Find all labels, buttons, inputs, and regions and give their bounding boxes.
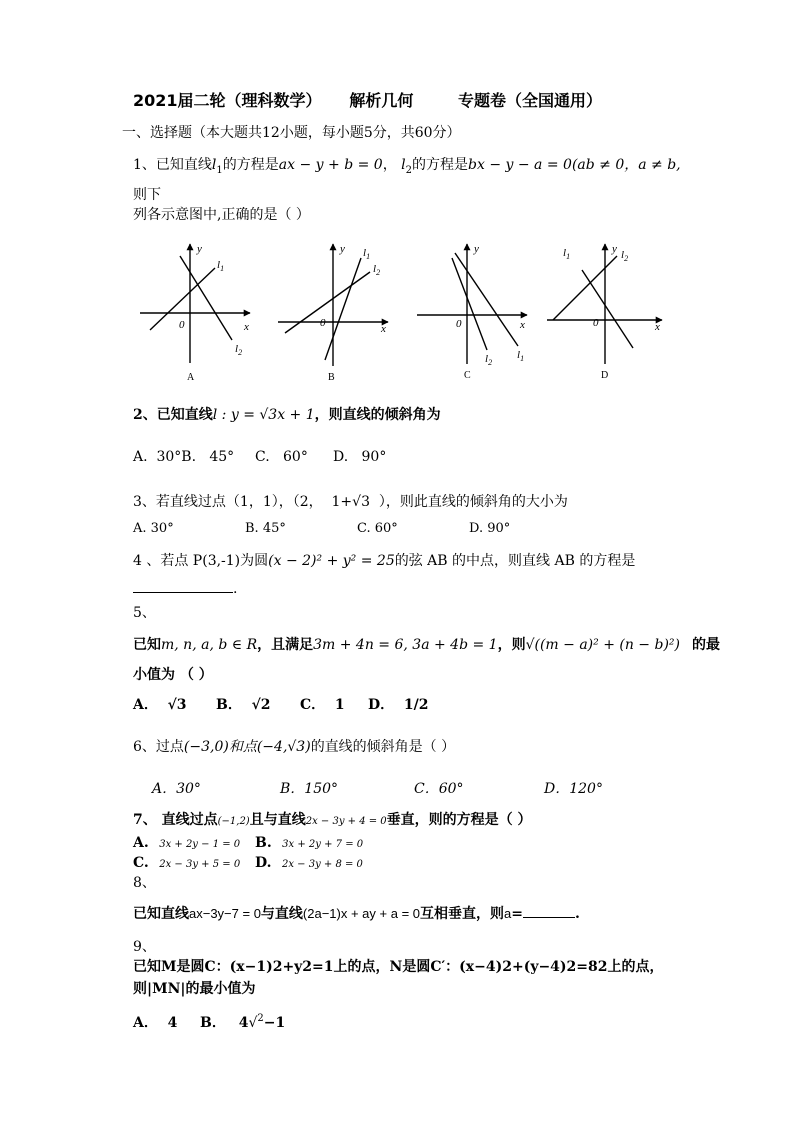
- q5-text-b: ，且满足: [257, 637, 314, 653]
- figB-origin: 0: [320, 317, 326, 329]
- q8-answer-blank: [523, 917, 575, 918]
- q6-option-a: A．30°: [152, 781, 201, 797]
- question-6-stem: [133, 738, 455, 756]
- figC-l2-sub: 2: [488, 358, 493, 367]
- q6-option-d: D．120°: [544, 781, 603, 797]
- q7-text-c: 垂直，则的方程是（ ）: [386, 812, 532, 828]
- question-5-stem: [133, 636, 720, 654]
- q6-option-b: B．150°: [280, 781, 339, 797]
- question-8-number: 8、: [133, 875, 156, 891]
- figC-x-label: x: [520, 319, 525, 331]
- q7-option-a: [133, 834, 240, 854]
- question-8-stem: [133, 905, 580, 923]
- q5-text-d: 的最: [692, 637, 720, 653]
- figC-y-label: y: [474, 243, 479, 255]
- q9-option-b-coef: 4: [238, 1015, 249, 1031]
- figA-line-l2: [180, 256, 232, 340]
- figD-l1-l: l: [563, 247, 567, 259]
- q1-figures: [135, 238, 675, 386]
- figD-l2-l: l: [621, 249, 625, 261]
- figD-l2-sub: 2: [624, 254, 629, 263]
- q7-text-a: 7、 直线过点: [133, 812, 218, 828]
- figD-caption: D: [601, 370, 609, 381]
- q4-answer-blank: .: [133, 580, 237, 598]
- figB-line-l1: [325, 258, 361, 360]
- q7-option-d-label: D.: [255, 855, 272, 871]
- q5-expr: √((m − a)² + (n − b)²): [525, 637, 680, 653]
- figA-l1-label: [217, 259, 224, 273]
- q6-text-b: 的直线的倾斜角是（ ）: [310, 739, 456, 755]
- q7-option-c-label: C.: [133, 855, 149, 871]
- q7-option-b-eq: 3x + 2y + 7 = 0: [282, 839, 364, 850]
- q9-option-b-rest: −1: [263, 1015, 286, 1031]
- figB-l2-l: l: [373, 263, 377, 275]
- figA-origin: 0: [179, 319, 185, 331]
- question-1-line3: 列各示意图中,正确的是（ ）: [133, 207, 310, 223]
- q9-option-b-root: 2: [257, 1013, 264, 1024]
- q1-cond: (ab ≠ 0，a ≠ b,: [571, 157, 681, 173]
- figC-l1-sub: 1: [520, 354, 525, 363]
- q7-option-b-label: B.: [255, 835, 272, 851]
- q8-eq2: (2a−1)x + ay + a = 0: [302, 906, 420, 921]
- q6-option-c: C．60°: [414, 781, 464, 797]
- figB-l1-label: [363, 247, 370, 261]
- section-header: 一、选择题（本大题共12小题，每小题5分，共60分）: [122, 125, 461, 141]
- q3-option-b: B. 45°: [245, 521, 286, 536]
- figC-l2-l: l: [485, 353, 489, 365]
- q7-option-c: [133, 854, 240, 874]
- q5-option-b: B． √2: [216, 697, 271, 713]
- q7-option-b: [255, 834, 363, 854]
- figC-caption: C: [464, 370, 471, 381]
- q7-eq: 2x − 3y + 4 = 0: [305, 816, 387, 827]
- q5-eqs: 3m + 4n = 6, 3a + 4b = 1: [313, 637, 498, 653]
- q6-points: (−3,0)和点(−4,√3): [183, 739, 311, 755]
- q1-l2-sub: 2: [405, 164, 413, 176]
- q4-eq: (x − 2)² + y² = 25: [268, 553, 395, 569]
- q9-option-b-label: B．: [200, 1015, 226, 1031]
- q5-option-d: D． 1/2: [368, 697, 429, 713]
- q8-text-d: =: [511, 906, 523, 922]
- q4-text-a: 4 、若点 P(3,-1)为圆: [133, 553, 269, 569]
- figA-l2-label: [235, 343, 242, 357]
- figD-y-label: y: [612, 243, 617, 255]
- q8-text-b: 与直线: [260, 906, 303, 922]
- question-3-stem: 3、若直线过点（1，1），（2， 1+√3 ），则此直线的倾斜角的大小为: [133, 494, 568, 510]
- q3-option-d: D. 90°: [469, 521, 511, 536]
- q3-option-a: A. 30°: [133, 521, 174, 536]
- figD-origin: 0: [593, 317, 599, 329]
- q1-l2: l: [401, 157, 406, 173]
- q9-option-b: B． 4√$^2$−1: [200, 1013, 286, 1031]
- q2-text-b: ，则直线的倾斜角为: [314, 407, 441, 423]
- q1-text-a: 1、已知直线: [133, 157, 212, 173]
- q7-point: (−1,2): [217, 816, 250, 827]
- q2-option-c: C. 60°: [255, 449, 308, 465]
- figB-l1-sub: 1: [366, 252, 371, 261]
- figA-l2-l: l: [235, 343, 239, 355]
- figA-l2-sub: 2: [238, 348, 243, 357]
- figB-l2-label: [373, 263, 380, 277]
- q9-option-a: A． 4: [133, 1015, 178, 1031]
- q1-eq1: ax − y + b = 0: [278, 157, 383, 173]
- q1-l1-sub: 1: [216, 164, 223, 176]
- q7-text-b: 且与直线: [249, 812, 306, 828]
- q8-var: a: [504, 906, 512, 921]
- q4-text-b: 的弦 AB 的中点，则直线 AB 的方程是: [394, 553, 636, 569]
- figC-line-l1: [455, 253, 518, 346]
- figD-l1-sub: 1: [566, 252, 571, 261]
- figC-line-l2: [452, 258, 487, 350]
- q6-text-a: 6、过点: [133, 739, 184, 755]
- question-7-stem: [133, 811, 532, 831]
- question-9-number: 9、: [133, 939, 156, 955]
- figB-x-label: x: [381, 323, 386, 335]
- figD-line-l2: [553, 256, 617, 320]
- q7-option-d-eq: 2x − 3y + 8 = 0: [281, 859, 363, 870]
- q8-end: .: [574, 906, 580, 922]
- q7-option-a-label: A.: [133, 835, 149, 851]
- figB-line-l2: [285, 272, 370, 333]
- q5-option-a: A． √3: [133, 697, 187, 713]
- q2-option-a: A. 30°B. 45°: [133, 449, 235, 465]
- figC-l2-label: [485, 353, 492, 367]
- question-5-number: 5、: [133, 605, 156, 621]
- q5-text-c: ，则: [497, 637, 526, 653]
- q2-text-a: 2、已知直线: [133, 407, 213, 423]
- figB-caption: B: [328, 372, 335, 383]
- figC-l1-l: l: [517, 349, 521, 361]
- figC-l1-label: [517, 349, 524, 363]
- q2-option-d: D. 90°: [333, 449, 387, 465]
- question-9-line2: 则|MN|的最小值为: [133, 981, 256, 997]
- question-4-stem: [133, 552, 635, 570]
- q1-text-b: 的方程是: [222, 157, 279, 173]
- q3-option-c: C. 60°: [357, 521, 398, 536]
- q7-option-a-eq: 3x + 2y − 1 = 0: [159, 839, 241, 850]
- question-5-line2: 小值为 （ ）: [133, 667, 213, 683]
- q2-eq: l : y = √3x + 1: [212, 407, 315, 423]
- q7-option-c-eq: 2x − 3y + 5 = 0: [159, 859, 241, 870]
- figB-l1-l: l: [363, 247, 367, 259]
- question-1-line2: 则下: [133, 187, 161, 203]
- figB-y-label: y: [340, 243, 345, 255]
- figA-x-label: x: [244, 321, 249, 333]
- question-1-stem: [133, 156, 681, 180]
- q5-text-a: 已知: [133, 637, 161, 653]
- q5-cond: m, n, a, b ∈ R: [161, 637, 258, 653]
- q1-eq2: bx − y − a = 0: [468, 157, 572, 173]
- q7-option-d: [255, 854, 363, 874]
- figC-origin: 0: [456, 318, 462, 330]
- figD-l1-label: [563, 247, 570, 261]
- figB-l2-sub: 2: [376, 268, 381, 277]
- figA-caption: A: [187, 372, 195, 383]
- figD-line-l1: [582, 270, 633, 348]
- figA-y-label: y: [197, 243, 202, 255]
- q5-option-c: C． 1: [300, 697, 345, 713]
- q1-text-d: 的方程是: [412, 157, 469, 173]
- q8-eq1: ax−3y−7 = 0: [189, 906, 261, 921]
- q8-text-c: 互相垂直，则: [420, 906, 504, 922]
- q8-text-a: 已知直线: [133, 906, 189, 922]
- page-title: 2021届二轮（理科数学） 解析几何 专题卷（全国通用）: [133, 91, 602, 110]
- figA-l1-sub: 1: [220, 264, 225, 273]
- figD-l2-label: [621, 249, 628, 263]
- q1-text-c: ，: [382, 157, 397, 173]
- question-9-line1: 已知M是圆C：(x−1)2+y2=1上的点，N是圆C′：(x−4)2+(y−4)2=82上的点，: [133, 959, 664, 975]
- figA-l1-l: l: [217, 259, 221, 271]
- q1-l1: l: [211, 157, 217, 173]
- question-2-stem: [133, 406, 441, 424]
- figD-x-label: x: [655, 321, 660, 333]
